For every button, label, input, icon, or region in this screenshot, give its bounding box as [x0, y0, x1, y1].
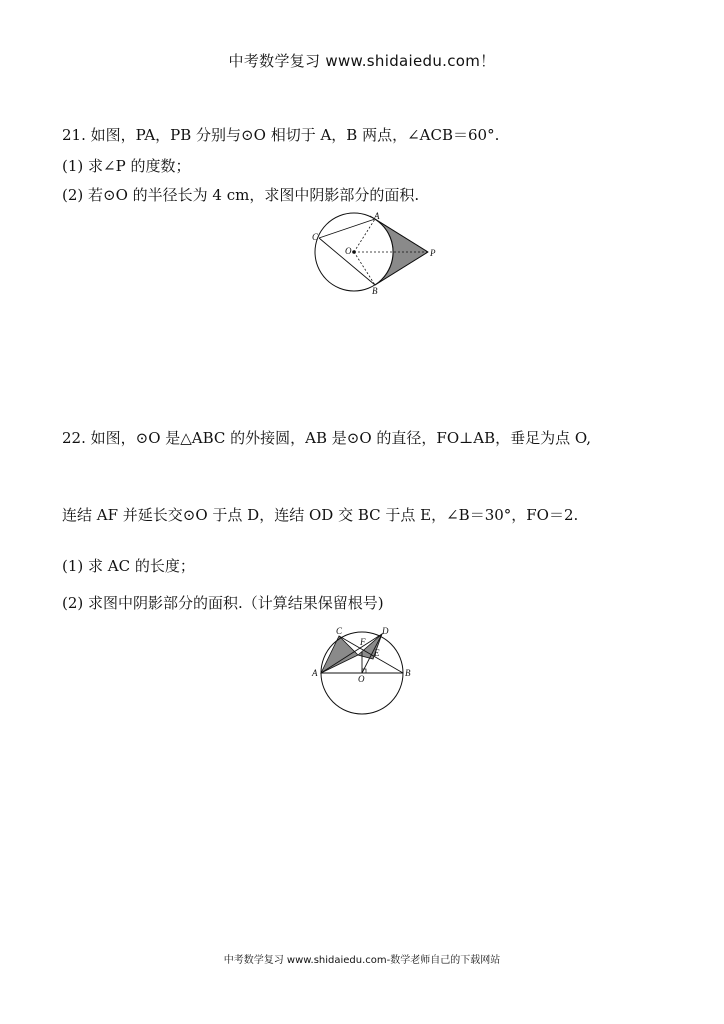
q22-stem-cont: 连结 AF 并延长交⊙O 于点 D，连结 OD 交 BC 于点 E，∠B＝30°，FO＝2. — [62, 506, 579, 524]
q21-label-a: A — [374, 211, 380, 221]
q21-chord-ca — [319, 219, 375, 238]
q22-label-e: E — [374, 648, 380, 658]
q22-label-a: A — [312, 668, 318, 678]
q22-shaded-triangle-acf — [321, 636, 358, 673]
page-footer: 中考数学复习 www.shidaiedu.com-数学老师自己的下载网站 — [223, 955, 501, 966]
page-header: 中考数学复习 www.shidaiedu.com！ — [228, 52, 496, 70]
q21-label-c: C — [312, 232, 319, 242]
q22-label-f: F — [360, 637, 366, 647]
q22-part2: (2) 求图中阴影部分的面积.（计算结果保留根号) — [62, 594, 384, 612]
q22-label-d: D — [382, 626, 389, 636]
q21-center-point — [352, 250, 356, 254]
q21-label-b: B — [372, 286, 378, 296]
q22-part1: (1) 求 AC 的长度； — [62, 557, 195, 575]
q22-label-b: B — [405, 668, 411, 678]
q21-stem: 21. 如图，PA，PB 分别与⊙O 相切于 A，B 两点，∠ACB＝60°. — [62, 126, 500, 144]
q21-label-o: O — [345, 246, 352, 256]
q21-radius-ob — [354, 252, 375, 285]
q21-figure — [308, 210, 443, 300]
q21-part2: (2) 若⊙O 的半径长为 4 cm，求图中阴影部分的面积. — [62, 186, 420, 204]
q21-radius-oa — [354, 219, 375, 252]
q22-label-o: O — [358, 674, 365, 684]
q21-label-p: P — [430, 248, 436, 258]
q22-label-c: C — [336, 626, 343, 636]
q21-part1: (1) 求∠P 的度数； — [62, 157, 191, 175]
q22-stem: 22. 如图，⊙O 是△ABC 的外接圆，AB 是⊙O 的直径，FO⊥AB，垂足为点 O, — [62, 429, 592, 447]
q22-figure — [308, 624, 418, 716]
